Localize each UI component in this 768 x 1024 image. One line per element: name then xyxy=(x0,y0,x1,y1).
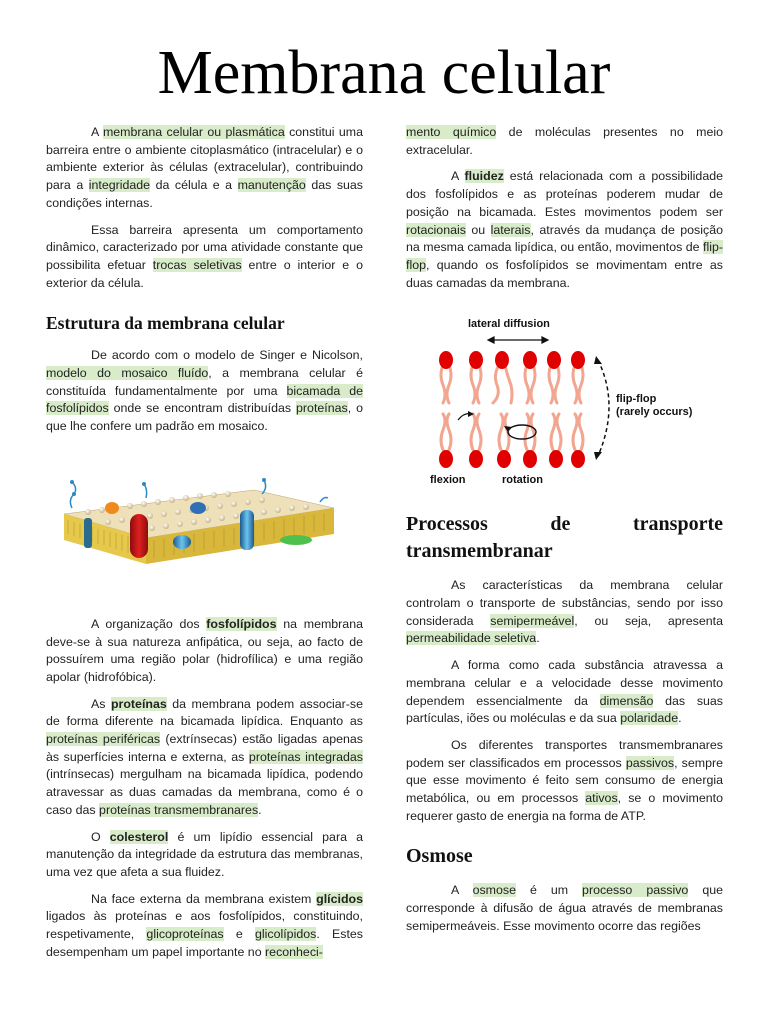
highlight-term: membrana celular ou plasmática xyxy=(102,125,285,139)
flexion-label: flexion xyxy=(430,474,466,486)
section-heading-osmosis: Osmose xyxy=(406,845,473,868)
glycid-paragraph: Na face externa da membrana existem glícidos ligados às proteínas e aos fosfolípidos, constituindo, respetivamente, glicoproteínas e glicolípidos. Estes desempenham um papel importante no reconheci- xyxy=(46,891,364,959)
highlight-term: trocas seletivas xyxy=(152,257,242,272)
highlight-term: glicolípidos xyxy=(255,927,317,942)
lipid-movement-diagram xyxy=(416,316,716,490)
fluidity-paragraph: A fluidez está relacionada com a possibilidade dos fosfolípidos e as proteínas poderem mudar de posição na bicamada. Estes movimentos podem ser rotacionais ou laterais, através da mudança de posição na mesma camada lipídica, ou então, movimentos de flip-flop, quando os fosfolípidos se movimentam entre as duas camadas da membrana. xyxy=(406,169,723,290)
highlight-term: glicoproteínas xyxy=(146,927,224,942)
highlight-term: rotacionais xyxy=(406,222,466,237)
recognition-paragraph: mento químico de moléculas presentes no meio extracelular. xyxy=(406,125,723,157)
model-paragraph: De acordo com o modelo de Singer e Nicolson, modelo do mosaico fluído, a membrana celular é constituída fundamentalmente por uma bicamada de fosfolípidos onde se encontram distribuídas proteínas, o que lhe confere um padrão em mosaico. xyxy=(46,348,364,434)
right-column xyxy=(406,124,723,945)
lateral-arrow xyxy=(488,337,548,343)
lateral-diffusion-label: lateral diffusion xyxy=(468,318,550,330)
transport-types-paragraph: Os diferentes transportes transmembranares podem ser classificados em processos passivos, sempre que esse movimento é feito sem consumo de energia metabólica, ou em processos ativos, se o movimento requerer gasto de energia na forma de ATP. xyxy=(406,737,724,823)
highlight-term: proteínas transmembranares xyxy=(99,802,259,817)
barrier-paragraph: Essa barreira apresenta um comportamento dinâmico, caracterizado por uma atividade constante que possibilita efetuar trocas seletivas entre o interior e o exterior da célula. xyxy=(46,222,363,290)
page-title: Membrana celular xyxy=(157,39,611,107)
osmosis-paragraph: A osmose é um processo passivo que corresponde à difusão de água através de membranas semipermeáveis. Esse movimento ocorre das regiões xyxy=(406,883,723,933)
fluid-mosaic-membrane-illustration xyxy=(58,468,338,578)
highlight-term: bicamada de fosfolípidos xyxy=(46,383,364,416)
highlight-term: colesterol xyxy=(109,829,169,844)
red-protein xyxy=(130,514,148,558)
intro-paragraph: A membrana celular ou plasmática constitui uma barreira entre o ambiente citoplasmático (intracelular) e o ambiente exterior às células (extracelular), contribuindo para a integridade da célula e a manutenção das suas condições internas. xyxy=(46,125,363,210)
flip-flop-label: flip-flop xyxy=(616,393,657,405)
highlight-term: manutenção xyxy=(237,178,306,193)
highlight-term: proteínas integradas xyxy=(248,749,363,764)
rotation-label: rotation xyxy=(502,474,543,486)
section-heading-transport: Processos de transporte transmembranar xyxy=(406,513,723,563)
highlight-term: osmose xyxy=(472,883,516,898)
highlight-term: proteínas xyxy=(110,696,167,711)
highlight-term: permeabilidade seletiva xyxy=(406,631,537,646)
lipid-heads xyxy=(439,351,585,468)
highlight-term: semipermeável xyxy=(490,613,575,628)
highlight-term: glícidos xyxy=(316,891,363,906)
proteins-paragraph: As proteínas da membrana podem associar-se de forma diferente na bicamada lipídica. Enquanto as proteínas periféricas (extrínsecas) estão ligadas apenas às superfícies interna e externa, as proteínas integradas (intrínsecas) mergulham na bicamada lipídica, podendo atravessar as duas camadas da membrana, como é o caso das proteínas transmembranares. xyxy=(46,696,364,817)
highlight-term: processo passivo xyxy=(582,883,689,898)
highlight-term: reconheci- xyxy=(265,944,323,959)
highlight-term: proteínas xyxy=(296,401,348,416)
highlight-term: proteínas periféricas xyxy=(46,732,161,747)
flip-flop-arrow xyxy=(594,356,609,460)
cholesterol-paragraph: O colesterol é um lipídio essencial para a manutenção da integridade da estrutura das membranas, uma vez que afeta a sua fluidez. xyxy=(46,829,363,879)
dimension-paragraph: A forma como cada substância atravessa a membrana celular e a velocidade desse movimento dependem essencialmente da dimensão das suas partículas, iões ou moléculas e da sua polaridade. xyxy=(406,658,723,726)
highlight-term: polaridade xyxy=(620,711,679,726)
highlight-term: dimensão xyxy=(599,693,654,708)
highlight-term: flip-flop xyxy=(406,240,723,272)
semipermeable-paragraph: As características da membrana celular controlam o transporte de substâncias, sendo por isso considerada semipermeável, ou seja, apresenta permeabilidade seletiva. xyxy=(406,578,723,646)
highlight-term: ativos xyxy=(585,791,618,806)
highlight-term: passivos xyxy=(625,755,675,770)
highlight-term: mento químico xyxy=(406,125,497,139)
highlight-term: fluidez xyxy=(464,169,504,184)
flip-flop-note: (rarely occurs) xyxy=(616,406,693,418)
phospholipid-paragraph: A organização dos fosfolípidos na membrana deve-se à sua natureza anfipática, ou seja, ao facto de possuírem uma região polar (hidrofílica) e uma região apolar (hidrofóbica). xyxy=(46,616,363,684)
section-heading-structure: Estrutura da membrana celular xyxy=(46,313,285,334)
highlight-term: laterais xyxy=(490,222,531,237)
highlight-term: modelo do mosaico fluído xyxy=(46,366,209,381)
highlight-term: fosfolípidos xyxy=(206,616,277,631)
highlight-term: integridade xyxy=(88,178,151,193)
